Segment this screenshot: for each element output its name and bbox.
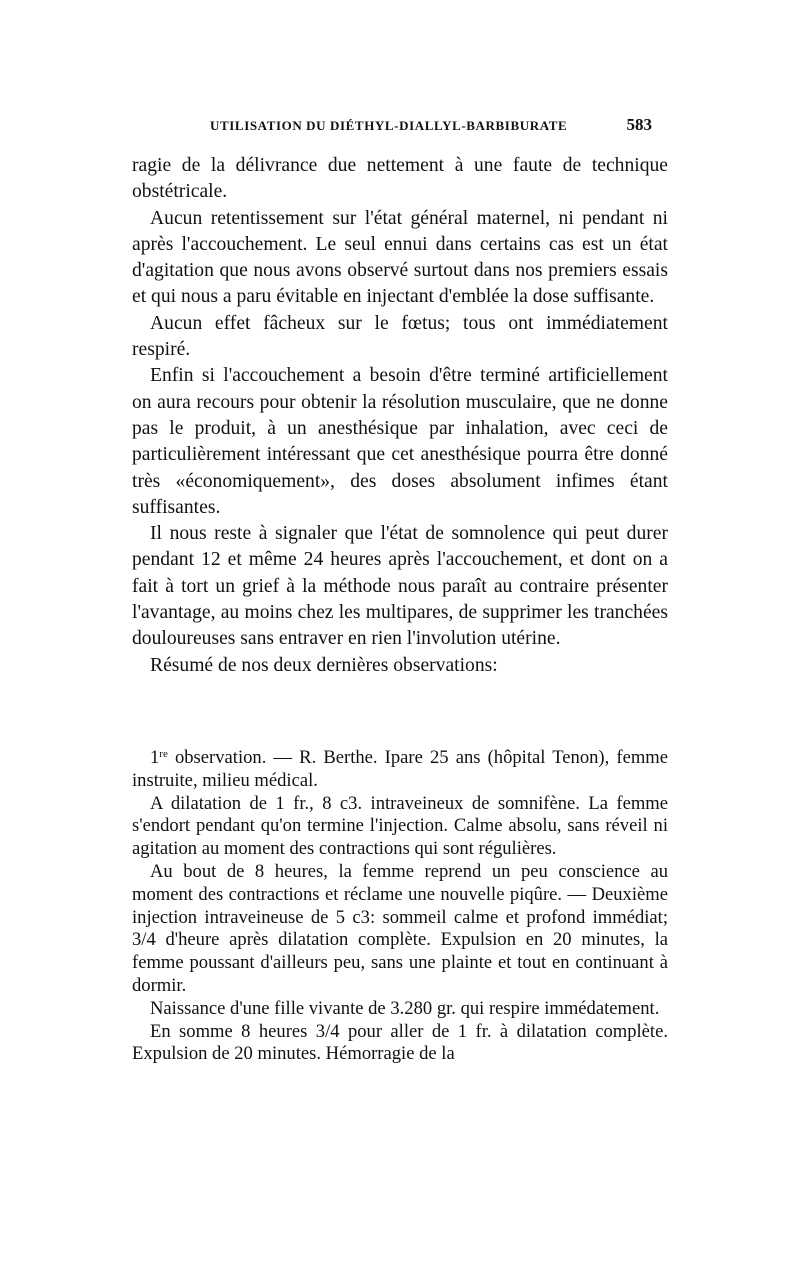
page-header — [132, 115, 652, 138]
summary-heading: Résumé de nos deux dernières observations: — [150, 654, 498, 676]
paragraph: ragie de la délivrance due nettement à une faute de technique obstétricale. — [132, 155, 668, 203]
observation-paragraph: En somme 8 heures 3/4 pour aller de 1 fr. à dilatation complète. Expulsion de 20 minutes. Hémorragie de la — [132, 1020, 668, 1065]
page-number: 583 — [626, 115, 652, 134]
paragraph: Aucun retentissement sur l'état général maternel, ni pendant ni après l'accouchement. Le seul ennui dans certains cas est un état d'agitation que nous avons observé surtout dans nos premiers essais et qui nous a paru évitable en injectant d'emblée la dose suffisante. — [132, 207, 668, 308]
observation-paragraph: Au bout de 8 heures, la femme reprend un peu conscience au moment des contractions et réclame une nouvelle piqûre. — Deuxième injection intraveineuse de 5 c3: sommeil calme et profond immédiat; 3/4 d'heure après dilatation complète. Expulsion en 20 minutes, la femme poussant d'ailleurs peu, sans une plainte et tout en continuant à dormir. — [132, 860, 668, 996]
observation-block — [132, 747, 668, 1066]
observation-intro — [132, 747, 668, 793]
observation-first-line: observation. — R. Berthe. Ipare 25 ans (hôpital Tenon), femme instruite, milieu médical. — [132, 747, 668, 791]
running-title: UTILISATION DU DIÉTHYL-DIALLYL-BARBIBURATE — [210, 118, 568, 133]
paragraph: Enfin si l'accouchement a besoin d'être terminé artificiellement on aura recours pour obtenir la résolution musculaire, que ne donne pas le produit, à un anesthésique par inhalation, avec ceci de particulièrement intéressant que cet anesthésique pourra être donné très «économiquement», des doses absolument infimes étant suffisantes. — [132, 365, 668, 518]
main-text — [132, 153, 668, 679]
observation-ordinal: 1 — [150, 747, 160, 768]
observation-paragraph: Naissance d'une fille vivante de 3.280 gr. qui respire immédatement. — [150, 997, 660, 1019]
paragraph: Aucun effet fâcheux sur le fœtus; tous ont immédiatement respiré. — [132, 312, 668, 361]
paragraph: Il nous reste à signaler que l'état de somnolence qui peut durer pendant 12 et même 24 heures après l'accouchement, et dont on a fait à tort un grief à la méthode nous paraît au contraire présenter l'avantage, au moins chez les multipares, de supprimer les tranchées douloureuses sans entraver en rien l'involution utérine. — [132, 523, 668, 650]
observation-ordinal-suffix: re — [159, 748, 168, 760]
observation-paragraph: A dilatation de 1 fr., 8 c3. intraveineux de somnifène. La femme s'endort pendant qu'on termine l'injection. Calme absolu, sans réveil ni agitation au moment des contractions qui sont régulières. — [132, 792, 668, 860]
